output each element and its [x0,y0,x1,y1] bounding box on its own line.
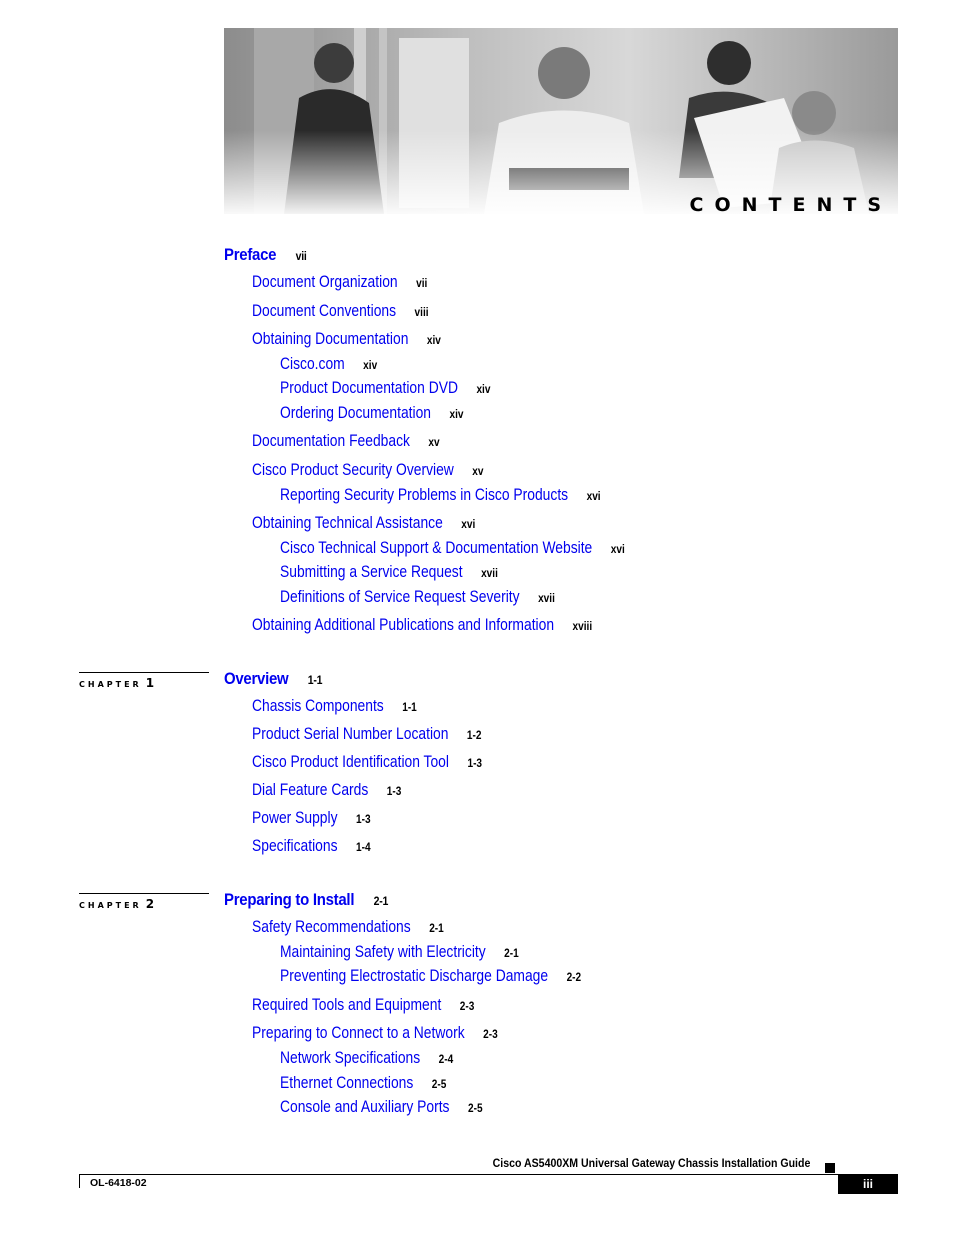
toc-entry-page: xiv [363,358,378,372]
toc-entry-title[interactable]: Submitting a Service Request [280,563,463,581]
toc-entry[interactable] [252,1024,498,1043]
toc-entry-page: vii [295,249,307,263]
toc-entry-title[interactable]: Reporting Security Problems in Cisco Products [280,486,569,504]
toc-entry[interactable] [224,669,322,689]
toc-entry[interactable] [252,781,401,800]
toc-entry[interactable] [252,753,482,772]
chapter-2-label [79,897,154,911]
toc-entry-page: xvi [586,489,601,503]
toc-entry-page: xvii [481,566,498,580]
toc-entry-title[interactable]: Preventing Electrostatic Discharge Damage [280,967,549,985]
toc-entry[interactable] [224,890,388,910]
toc-entry[interactable] [252,697,417,716]
toc-entry[interactable] [252,996,474,1015]
toc-entry[interactable] [280,1049,453,1068]
toc-entry-title[interactable]: Obtaining Additional Publications and Information [252,616,555,634]
toc-entry-title[interactable]: Preparing to Connect to a Network [252,1024,465,1042]
toc-entry-page: viii [414,305,429,319]
toc-entry[interactable] [280,379,490,398]
toc-entry[interactable] [252,837,371,856]
toc-entry-title[interactable]: Chassis Components [252,697,384,715]
toc-entry[interactable] [252,330,441,349]
toc-entry[interactable] [252,273,427,292]
chapter-2-rule [79,893,209,894]
toc-entry-title[interactable]: Document Conventions [252,302,397,320]
toc-entry-title[interactable]: Network Specifications [280,1049,421,1067]
toc-entry-title[interactable]: Obtaining Documentation [252,330,409,348]
toc-entry-title[interactable]: Maintaining Safety with Electricity [280,943,486,961]
toc-entry[interactable] [252,302,429,321]
toc-entry[interactable] [252,616,592,635]
toc-entry-title[interactable]: Document Organization [252,273,398,291]
toc-entry-page: 1-2 [466,728,482,742]
toc-entry[interactable] [280,563,498,582]
toc-entry-page: 1-3 [356,812,371,826]
toc-entry[interactable] [280,943,519,962]
toc-entry[interactable] [280,1074,446,1093]
toc-entry-page: 2-3 [459,999,475,1013]
toc-entry-title[interactable]: Cisco.com [280,355,345,373]
footer-doc-number: OL-6418-02 [90,1177,147,1189]
toc-entry-title[interactable]: Overview [224,669,289,688]
toc-entry-page: 2-1 [429,921,444,935]
toc-entry[interactable] [252,432,440,451]
toc-entry-page: 1-3 [467,756,483,770]
toc-entry-title[interactable]: Definitions of Service Request Severity [280,588,520,606]
toc-entry[interactable] [280,404,464,423]
toc-entry-title[interactable]: Required Tools and Equipment [252,996,442,1014]
toc-entry-title[interactable]: Console and Auxiliary Ports [280,1098,450,1116]
toc-entry-page: xviii [572,619,593,633]
toc-entry[interactable] [252,461,484,480]
toc-entry-title[interactable]: Cisco Product Security Overview [252,461,454,479]
footer-rule [79,1174,898,1175]
toc-entry[interactable] [252,809,371,828]
footer-page-number: iii [838,1175,898,1194]
toc-entry[interactable] [224,245,307,265]
toc-entry-page: 2-1 [504,946,519,960]
toc-entry-page: xvi [610,542,625,556]
toc-entry-page: 2-1 [373,894,389,908]
toc-entry[interactable] [280,486,601,505]
toc-entry[interactable] [280,967,581,986]
toc-entry-page: xvii [538,591,555,605]
toc-entry[interactable] [280,355,377,374]
toc-entry-title[interactable]: Ethernet Connections [280,1074,414,1092]
toc-entry-title[interactable]: Cisco Technical Support & Documentation Website [280,539,593,557]
footer-marker [825,1163,835,1173]
toc-entry-title[interactable]: Specifications [252,837,338,855]
toc-entry-page: vii [416,276,428,290]
toc-entry-page: xiv [449,407,464,421]
toc-entry-page: xv [428,435,440,449]
toc-entry-title[interactable]: Ordering Documentation [280,404,432,422]
toc-entry-page: 1-1 [307,673,323,687]
toc-entry-page: 1-1 [402,700,417,714]
chapter-1-label [79,676,154,690]
toc-entry-page: xiv [476,382,491,396]
toc-entry-page: xiv [426,333,441,347]
contents-banner [224,28,898,214]
footer-tick [79,1174,80,1188]
toc-entry-title[interactable]: Dial Feature Cards [252,781,369,799]
chapter-1-rule [79,672,209,673]
toc-entry[interactable] [280,588,555,607]
banner-photo [224,28,898,214]
chapter-number: 2 [145,897,155,911]
toc-entry[interactable] [280,539,625,558]
toc-entry-page: xvi [461,517,476,531]
toc-entry-page: 2-3 [483,1027,498,1041]
chapter-word: CHAPTER [79,901,142,910]
toc-entry-title[interactable]: Preparing to Install [224,890,355,909]
toc-entry-title[interactable]: Power Supply [252,809,338,827]
toc-entry-page: 1-3 [386,784,402,798]
toc-entry[interactable] [252,918,444,937]
toc-entry-page: 2-2 [566,970,582,984]
chapter-word: CHAPTER [79,680,142,689]
toc-entry-title[interactable]: Product Documentation DVD [280,379,458,397]
toc-entry-title[interactable]: Product Serial Number Location [252,725,449,743]
toc-entry[interactable] [280,1098,483,1117]
chapter-number: 1 [145,676,155,690]
toc-entry-page: 1-4 [356,840,371,854]
toc-entry-title[interactable]: Obtaining Technical Assistance [252,514,443,532]
footer-book-title: Cisco AS5400XM Universal Gateway Chassis Installation Guide [492,1158,810,1170]
toc-entry-page: 2-4 [438,1052,454,1066]
toc-entry[interactable] [252,514,475,533]
toc-entry-page: 2-5 [467,1101,483,1115]
toc-entry-title[interactable]: Preface [224,245,277,264]
toc-entry-title[interactable]: Documentation Feedback [252,432,410,450]
toc-entry-title[interactable]: Cisco Product Identification Tool [252,753,449,771]
toc-entry-title[interactable]: Safety Recommendations [252,918,411,936]
contents-heading: CONTENTS [689,194,892,214]
toc-entry[interactable] [252,725,482,744]
toc-entry-page: xv [472,464,484,478]
toc-entry-page: 2-5 [431,1077,447,1091]
